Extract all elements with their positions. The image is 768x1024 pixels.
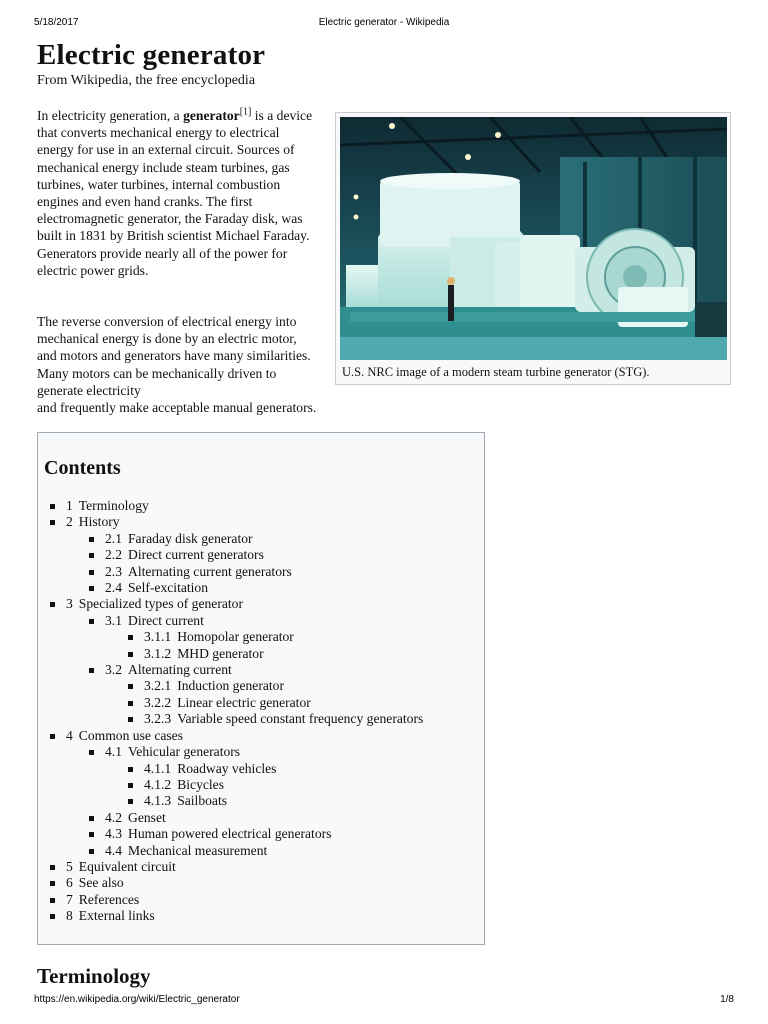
toc-item[interactable] (144, 711, 423, 727)
toc-item-label[interactable]: Direct current (128, 612, 204, 628)
tagline: From Wikipedia, the free encyclopedia (37, 73, 256, 88)
toc-item-number: 3.2 (105, 662, 122, 678)
toc-item-number: 3.1.2 (144, 645, 172, 661)
toc-item[interactable] (105, 826, 423, 842)
toc-item-number: 3.1 (105, 612, 122, 628)
toc-item-label[interactable]: References (78, 891, 140, 907)
toc-item-label[interactable]: Induction generator (177, 678, 285, 694)
toc-item-label[interactable]: Mechanical measurement (128, 842, 268, 858)
toc-item-number: 3.2.2 (144, 694, 172, 710)
toc-item-number: 4.1.3 (144, 793, 172, 809)
toc-item-number: 8 (66, 908, 73, 924)
steam-turbine-generator-photo[interactable] (340, 117, 727, 360)
toc-list (66, 498, 423, 925)
toc-item[interactable] (105, 843, 423, 859)
toc-item[interactable] (144, 629, 423, 645)
toc-item-number: 3 (66, 596, 73, 612)
toc-item-label[interactable]: Specialized types of generator (78, 596, 243, 612)
toc-sublist (66, 531, 423, 597)
toc-item[interactable] (105, 531, 423, 547)
toc-item-number: 3.2.3 (144, 711, 172, 727)
toc-item-number: 4.1.2 (144, 776, 172, 792)
page-title: Electric generator (37, 39, 266, 71)
toc-item-label[interactable]: Common use cases (78, 727, 184, 743)
toc-item-label[interactable]: External links (78, 908, 155, 924)
toc-item[interactable] (66, 728, 423, 744)
toc-item[interactable] (144, 793, 423, 809)
toc-item[interactable] (105, 564, 423, 580)
print-url: https://en.wikipedia.org/wiki/Electric_generator (34, 994, 240, 1005)
toc-item[interactable] (66, 498, 423, 514)
toc-item-label[interactable]: Faraday disk generator (128, 530, 253, 546)
toc-item-number: 3.1.1 (144, 629, 172, 645)
lead-2-body: The reverse conversion of electrical energy into mechanical energy is done by an electric motor, and motors and generators have many similarities. Many motors can be mechanically driven to generate electricity (37, 314, 311, 398)
toc-item[interactable] (144, 678, 423, 694)
toc-item-label[interactable]: Sailboats (177, 793, 228, 809)
toc-item[interactable] (66, 859, 423, 875)
toc-sublist (105, 629, 423, 662)
toc-item[interactable] (66, 596, 423, 612)
print-footer (0, 994, 768, 1008)
toc-item-label[interactable]: See also (78, 875, 124, 891)
toc-item-label[interactable]: Human powered electrical generators (128, 826, 332, 842)
image-caption: U.S. NRC image of a modern steam turbine generator (STG). (342, 365, 650, 379)
toc-item-number: 4.3 (105, 826, 122, 842)
toc-item[interactable] (105, 613, 423, 629)
toc-item-label[interactable]: Self-excitation (128, 580, 209, 596)
toc-item-label[interactable]: Roadway vehicles (177, 760, 277, 776)
toc-item-number: 3.2.1 (144, 678, 172, 694)
lead-1-intro: In electricity generation, a (37, 108, 184, 123)
toc-item[interactable] (144, 695, 423, 711)
lead-1-bold-term: generator (183, 108, 240, 123)
toc-item-number: 1 (66, 498, 73, 513)
toc-item-label[interactable]: Alternating current generators (128, 563, 292, 579)
toc-item[interactable] (144, 646, 423, 662)
toc-sublist (66, 613, 423, 728)
toc-item-number: 4.1 (105, 744, 122, 760)
toc-sublist (66, 744, 423, 859)
toc-item-number: 2 (66, 514, 73, 530)
table-of-contents (37, 432, 485, 945)
toc-item-label[interactable]: Variable speed constant frequency generators (177, 711, 424, 727)
citation-link[interactable]: [1] (239, 106, 252, 118)
lead-paragraph-2 (37, 313, 319, 416)
print-date: 5/18/2017 (34, 17, 79, 28)
toc-item[interactable] (105, 810, 423, 826)
print-header (0, 17, 768, 31)
toc-item-label[interactable]: Bicycles (177, 776, 224, 792)
toc-item[interactable] (66, 875, 423, 891)
section-heading-terminology: Terminology (37, 964, 151, 988)
toc-item-number: 2.4 (105, 580, 122, 596)
page-number: 1/8 (720, 994, 734, 1005)
toc-item-label[interactable]: Equivalent circuit (78, 858, 176, 874)
toc-item[interactable] (105, 744, 423, 760)
toc-item-number: 7 (66, 891, 73, 907)
toc-sublist (105, 678, 423, 727)
toc-item-label[interactable]: Homopolar generator (177, 629, 294, 645)
toc-item-number: 2.2 (105, 547, 122, 563)
toc-item-label[interactable]: MHD generator (177, 645, 264, 661)
print-document-title: Electric generator - Wikipedia (318, 17, 450, 28)
toc-item-number: 4.2 (105, 809, 122, 825)
toc-item[interactable] (105, 580, 423, 596)
toc-item-label[interactable]: Linear electric generator (177, 694, 311, 710)
toc-item-number: 6 (66, 875, 73, 891)
toc-item-number: 2.3 (105, 563, 122, 579)
toc-item-label[interactable]: Alternating current (128, 662, 232, 678)
toc-item-number: 5 (66, 858, 73, 874)
toc-item[interactable] (105, 662, 423, 678)
toc-item-number: 4.4 (105, 842, 122, 858)
toc-item-label[interactable]: Direct current generators (128, 547, 264, 563)
toc-item[interactable] (66, 514, 423, 530)
lead-1-body: is a device that converts mechanical energy to electrical energy for use in an external circuit. Sources of mechanical energy include steam turbines, gas turbines, water turbines, internal combustion engines and even hand cranks. The first electromagnetic generator, the Faraday disk, was built in 1831 by British scientist Michael Faraday. Generators provide nearly all of the power for electric power grids. (37, 108, 313, 278)
toc-item-number: 2.1 (105, 530, 122, 546)
toc-item-label[interactable]: Vehicular generators (128, 744, 241, 760)
lead-paragraph-1 (37, 107, 319, 279)
toc-item[interactable] (66, 892, 423, 908)
toc-item[interactable] (144, 777, 423, 793)
toc-item-number: 4.1.1 (144, 760, 172, 776)
toc-item-label[interactable]: Genset (128, 809, 166, 825)
toc-title: Contents (44, 457, 121, 479)
toc-sublist (105, 761, 423, 810)
toc-item-number: 4 (66, 727, 73, 743)
toc-item-label[interactable]: Terminology (78, 498, 149, 513)
toc-item[interactable] (144, 761, 423, 777)
toc-item-label[interactable]: History (78, 514, 120, 530)
lead-2-tail: and frequently make acceptable manual generators. (37, 400, 317, 416)
toc-item[interactable] (66, 908, 423, 924)
image-thumbnail (335, 112, 731, 385)
toc-item[interactable] (105, 547, 423, 563)
